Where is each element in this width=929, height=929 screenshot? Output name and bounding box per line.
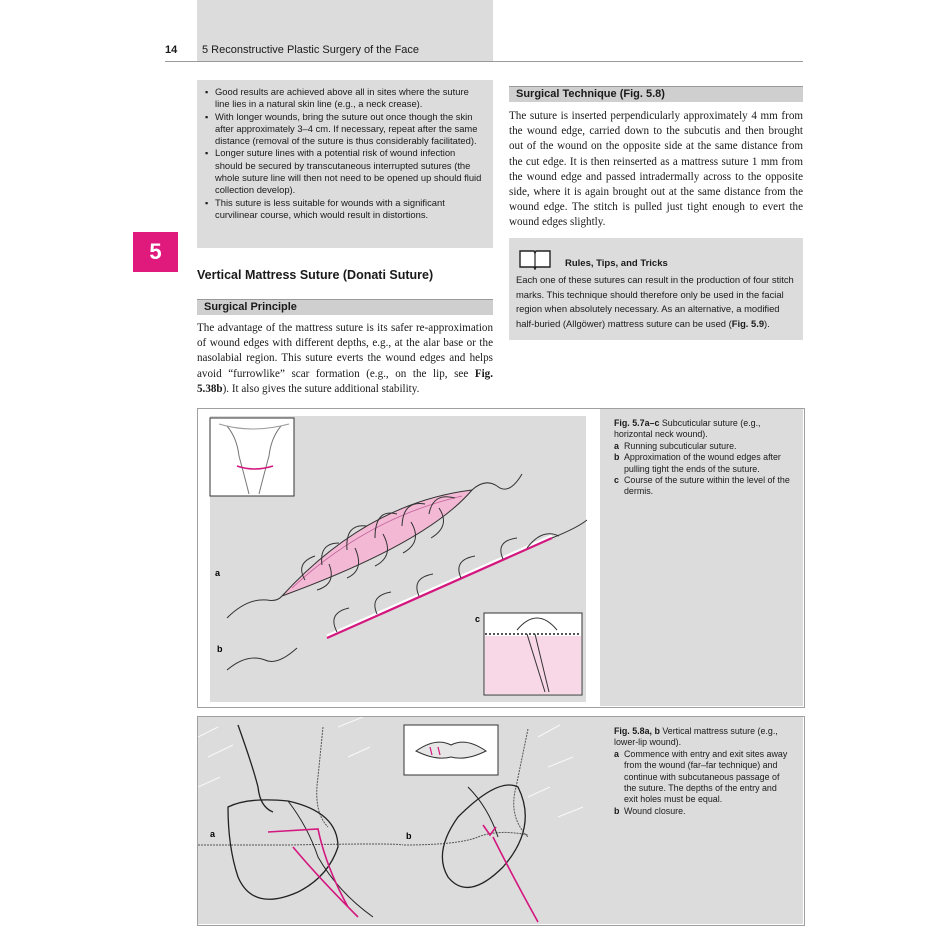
bullet-item: ▪ With longer wounds, bring the suture out once though the skin after approximately 3–4 cm. If necessary, repeat after the same distance (removal of the suture is thus considerably facilitated).	[215, 111, 485, 148]
surgical-principle-heading-bar	[197, 299, 493, 315]
surgical-technique-heading: Surgical Technique (Fig. 5.8)	[516, 88, 665, 100]
figure-reference: Fig. 5.9	[731, 317, 765, 329]
bullet-item: ▪ This suture is less suitable for wounds with a significant curvilinear course, which would result in distortions.	[215, 197, 485, 222]
caption-letter: a	[614, 748, 619, 759]
principle-text-part: The advantage of the mattress suture is its safer re-approximation of wound edges with different depths, e.g., at the alar base or the nasolabial region. This suture everts the wound edges and helps avoid “furrowlike” scar formation (e.g., on the lip, see	[197, 322, 493, 380]
figure-5-7-caption	[600, 409, 803, 498]
section-title: Vertical Mattress Suture (Donati Suture)	[197, 268, 434, 282]
surgical-technique-text: The suture is inserted perpendicularly approximately 4 mm from the wound edge, carried down to the subcutis and then brought out of the wound on the opposite side at the same distance from the cut edge. It is then reinserted as a mattress suture 1 mm from the wound edge and passed intradermally across to the opposite side, where it is again brought out at the same distance from the wound edge. The stitch is pulled just tight enough to evert the wound edges slightly.	[509, 110, 803, 229]
figure-5-7-panel-c-letter: c	[475, 614, 481, 624]
caption-letter: c	[614, 475, 619, 486]
figure-5-8-illustration	[198, 717, 600, 924]
caption-text: Wound closure.	[624, 805, 686, 816]
figure-5-7-panel-b-letter: b	[217, 644, 223, 654]
surgical-principle-heading: Surgical Principle	[204, 301, 297, 313]
caption-letter: a	[614, 440, 619, 451]
figure-5-7-panel-a-letter: a	[215, 568, 221, 578]
figure-reference: Fig. 5.38b	[197, 367, 493, 395]
figure-5-7-caption-panel	[600, 409, 803, 706]
figure-5-8-label: Fig. 5.8a, b	[614, 726, 660, 736]
chapter-tab: 5	[133, 232, 178, 272]
principle-text-part: ). It also gives the suture additional stability.	[222, 382, 420, 395]
tips-text	[516, 273, 798, 331]
caption-letter: b	[614, 805, 620, 816]
caption-letter: b	[614, 452, 620, 463]
tips-title: Rules, Tips, and Tricks	[565, 258, 668, 269]
bullet-item: ▪ Longer suture lines with a potential risk of wound infection should be secured by transcutaneous interrupted sutures (the whole suture line will then not need to be opened up should fluid collection develop).	[215, 147, 485, 196]
figure-5-8-panel-b-letter: b	[406, 831, 412, 841]
caption-text: Approximation of the wound edges after pulling tight the ends of the suture.	[624, 452, 781, 474]
caption-text: Course of the suture within the level of the dermis.	[624, 475, 790, 497]
figure-5-8-title: Vertical mattress suture (e.g., lower-lip wound).	[614, 726, 778, 748]
caption-text: Commence with entry and exit sites away from the wound (far–far technique) and continue with subcutaneous passage of the suture. The depths of the entry and exit holes must be equal.	[624, 748, 788, 805]
header-rule	[165, 61, 803, 62]
surgical-principle-text	[197, 321, 493, 397]
surgical-technique-heading-bar	[509, 86, 803, 102]
page-number: 14	[165, 44, 178, 56]
caption-item	[614, 452, 791, 475]
caption-item	[614, 749, 791, 806]
bullet-box	[197, 80, 493, 248]
caption-item	[614, 806, 791, 817]
caption-text: Running subcuticular suture.	[624, 440, 737, 451]
tips-text-part: Each one of these sutures can result in the production of four stitch marks. This technique should therefore only be used in the facial region when absolutely necessary. As an alternative, a modified half-buried (Allgöwer) mattress suture can be used (	[516, 274, 794, 329]
bullet-item: ▪ Good results are achieved above all in sites where the suture line lies in a natural skin line (e.g., a neck crease).	[215, 86, 485, 111]
book-icon	[518, 248, 552, 270]
running-head: 5 Reconstructive Plastic Surgery of the Face	[202, 44, 420, 56]
figure-5-8-caption-panel	[600, 717, 803, 924]
caption-item	[614, 475, 791, 498]
caption-item	[614, 441, 791, 452]
tips-text-part: ).	[764, 317, 770, 329]
figure-5-7-label: Fig. 5.7a–c	[614, 418, 660, 428]
figure-5-7-illustration	[197, 408, 600, 706]
figure-5-8-caption	[600, 717, 803, 817]
figure-5-8-panel-a-letter: a	[210, 829, 216, 839]
figure-5-7-title: Subcuticular suture (e.g., horizontal neck wound).	[614, 418, 761, 440]
